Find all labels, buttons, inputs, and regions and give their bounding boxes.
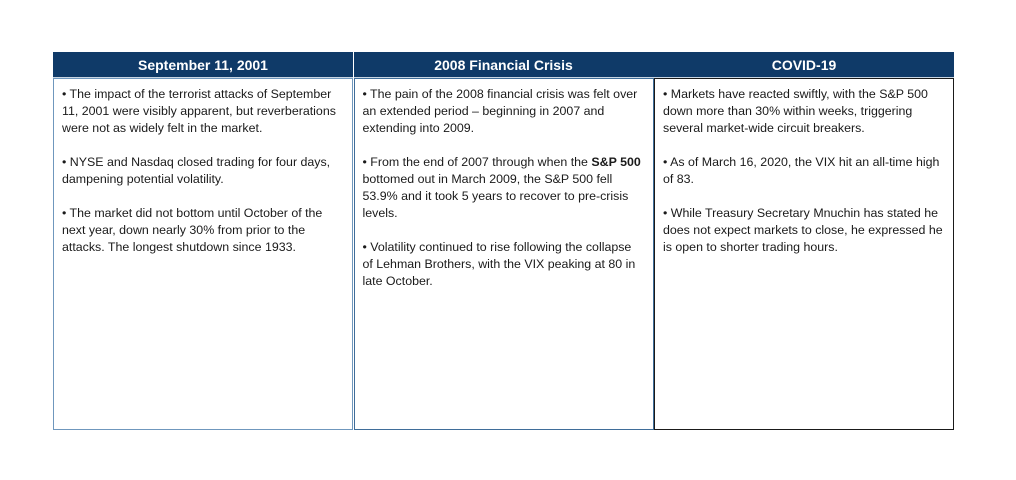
column-covid-19 [654,52,954,430]
bullet-item: • While Treasury Secretary Mnuchin has stated he does not expect markets to close, he expressed he is open to shorter trading hours. [663,206,943,254]
column-2008-financial-crisis [354,52,654,430]
bullet-item: • The market did not bottom until October of the next year, down nearly 30% from prior to the attacks. The longest shutdown since 1933. [62,206,323,254]
bullet-text: bottomed out in March 2009, the S&P 500 fell 53.9% and it took 5 years to recover to pre-crisis levels. [362,172,629,220]
bullet-item [363,154,645,222]
column-header: COVID-19 [654,52,954,78]
column-september-11 [53,52,353,430]
column-body [53,78,353,430]
column-body [354,78,654,430]
column-header: September 11, 2001 [53,52,353,78]
bullet-text: • From the end of 2007 through when the [362,155,592,169]
bullet-bold-text: S&P 500 [591,155,641,169]
column-header: 2008 Financial Crisis [354,52,654,78]
column-body [654,78,954,430]
bullet-item: • The pain of the 2008 financial crisis was felt over an extended period – beginning in 2007 and extending into 2009. [362,87,638,135]
bullet-item: • NYSE and Nasdaq closed trading for four days, dampening potential volatility. [62,155,331,186]
bullet-item: • As of March 16, 2020, the VIX hit an all-time high of 83. [663,155,940,186]
bullet-item: • The impact of the terrorist attacks of September 11, 2001 were visibly apparent, but reverberations were not as widely felt in the market. [62,87,336,135]
comparison-table [53,52,954,430]
bullet-item: • Volatility continued to rise following the collapse of Lehman Brothers, with the VIX peaking at 80 in late October. [362,240,636,288]
bullet-item: • Markets have reacted swiftly, with the S&P 500 down more than 30% within weeks, triggering several market-wide circuit breakers. [663,87,928,135]
